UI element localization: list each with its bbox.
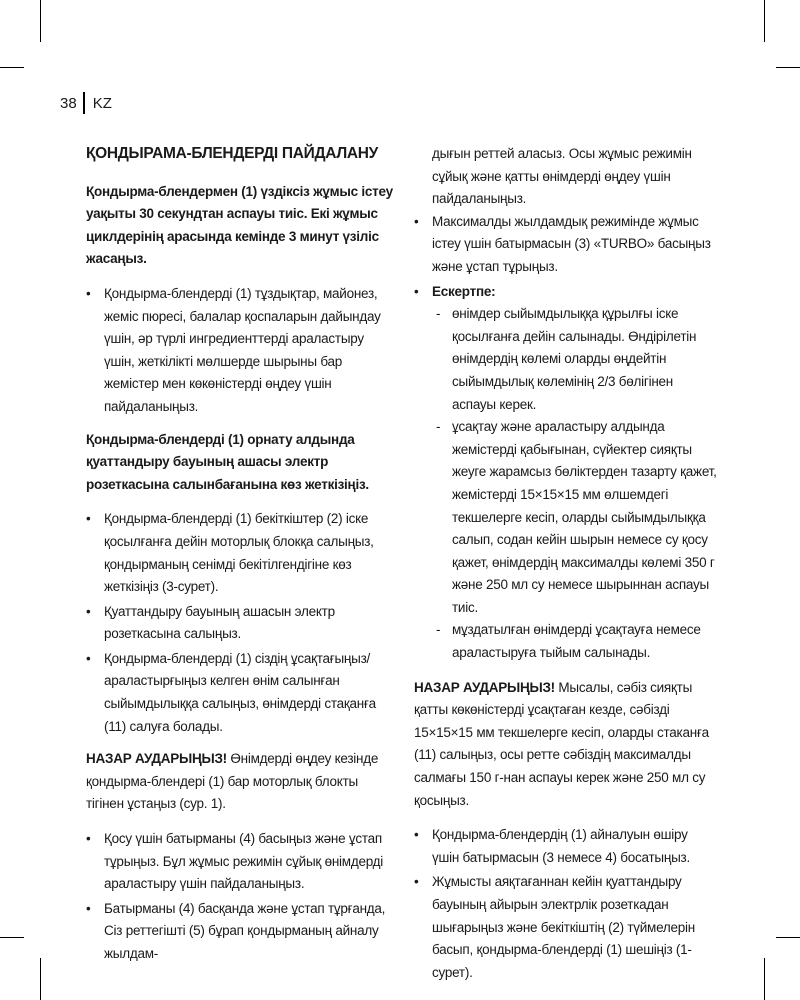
usage-list	[86, 283, 396, 419]
plug-warning: Қондырма-блендерді (1) орнату алдында қуаттандыру бауының ашасы электр розеткасына салынбағанына көз жеткізіңіз.	[86, 431, 369, 492]
operating-time-warning: Қондырма-блендермен (1) үздіксіз жұмыс істеу уақыты 30 секундтан аспауы тиіс. Екі жұмыс циклдерінің арасында кемінде 3 минут үзіліс жасаңыз.	[86, 183, 393, 267]
dash-item: - өнімдер сыйымдылыққа құрылғы іске қосылғанға дейін салынады. Өндірілетін өнімдердің көлемі оларды өңдейтін сыйымдылық көлемінің 2/3 бөлігінен аспауы керек.	[432, 303, 718, 416]
assembly-steps-list	[86, 508, 396, 738]
right-column	[414, 143, 718, 994]
crop-mark-bottom-right	[764, 958, 765, 1000]
list-item: • Жұмысты аяқтағаннан кейін қуаттандыру бауының айырын электрлік розеткадан шығарыңыз және бекіткіштің (2) түймелерін басып, қондырма-блендерді (1) шешіңіз (1-сурет).	[414, 871, 718, 984]
crop-mark-top-right	[764, 0, 765, 42]
attention-text: Мысалы, сәбіз сияқты қатты көкөністерді ұсақтаған кезде, сәбізді 15×15×15 мм текшелерге кесіп, оларды стаканға (11) салыңыз, осы ретте сәбіздің максималды салмағы 150 г-нан аспауы керек және 250 мл су қосыңыз.	[414, 679, 709, 808]
crop-mark-right-lower	[776, 937, 800, 938]
attention-text: Өнімдерді өңдеу кезінде қондырма-блендері (1) бар моторлық блокты тігінен ұстаңыз (сур. 1).	[86, 751, 379, 812]
list-item: • Қондырма-блендерді (1) сіздің ұсақтағыңыз/араластырғыңыз келген өнім салынған сыйымдылыққа салыңыз, өнімдерді стақанға (11) салуға болады.	[86, 648, 396, 738]
section-title: ҚОНДЫРАМА-БЛЕНДЕРДІ ПАЙДАЛАНУ	[86, 145, 379, 162]
list-item: • Максималды жылдамдық режимінде жұмыс істеу үшін батырмасын (3) «TURBO» басыңыз және ұстап тұрыңыз.	[414, 211, 718, 279]
crop-mark-left-upper	[0, 67, 24, 68]
page-header	[60, 92, 112, 114]
dash-item: - ұсақтау және араластыру алдында жемістерді қабығынан, сүйектер сияқты жеуге жарамсыз бөліктерден тазарту қажет, жемістерді 15×15×15 мм өлшемдегі текшелерге кесіп, оларды сыйымдылыққа салып, содан кейін шырын немесе су қосу қажет, өнімдердің максималды көлемі 350 г және 250 мл су немесе шырыннан аспауы тиіс.	[432, 416, 718, 619]
continued-text: дығын реттей аласыз. Осы жұмыс режимін сұйық және қатты өнімдерді өңдеу үшін пайдаланыңыз.	[432, 146, 692, 207]
dash-item: - мұздатылған өнімдерді ұсақтауға немесе араластыруға тыйым салынады.	[432, 619, 718, 664]
note-item	[414, 281, 718, 665]
finish-steps-list	[414, 824, 718, 984]
crop-mark-left-lower	[0, 937, 24, 938]
turbo-list	[414, 211, 718, 665]
header-divider	[83, 92, 85, 114]
note-label: Ескертпе:	[432, 283, 496, 299]
language-code: KZ	[92, 94, 112, 112]
list-item: • Қондырма-блендерді (1) тұздықтар, майонез, жеміс пюресі, балалар қоспаларын дайындау үшін, әр түрлі ингредиенттерді араластыру үшін, жеткілікті мөлшерде шырыны бар жемістер мен көкөністерді өңдеу үшін пайдаланыңыз.	[86, 283, 396, 419]
list-item: • Батырманы (4) басқанда және ұстап тұрғанда, Сіз реттегішті (5) бұрап қондырманың айналу жылдам-	[86, 898, 396, 966]
list-item: • Қондырма-блендердің (1) айналуын өшіру үшін батырмасын (3 немесе 4) босатыңыз.	[414, 824, 718, 869]
operation-steps-list	[86, 828, 396, 966]
attention-label: НАЗАР АУДАРЫҢЫЗ!	[86, 751, 227, 767]
note-dash-list	[432, 303, 718, 665]
attention-label: НАЗАР АУДАРЫҢЫЗ!	[414, 679, 555, 695]
crop-mark-bottom-left	[40, 958, 41, 1000]
attention-paragraph-right	[414, 677, 718, 813]
list-item: • Қуаттандыру бауының ашасын электр розеткасына салыңыз.	[86, 601, 396, 646]
attention-paragraph	[86, 748, 396, 816]
crop-mark-right-upper	[776, 67, 800, 68]
list-item: • Қосу үшін батырманы (4) басыңыз және ұстап тұрыңыз. Бұл жұмыс режимін сұйық өнімдерді араластыру үшін пайдаланыңыз.	[86, 828, 396, 896]
crop-mark-top-left	[40, 0, 41, 42]
page-number: 38	[60, 94, 77, 112]
left-column	[86, 143, 396, 976]
list-item: • Қондырма-блендерді (1) бекіткіштер (2) іске қосылғанға дейін моторлық блокқа салыңыз, қондырманың сенімді бекітілгендігіне көз жеткізіңіз (3-сурет).	[86, 508, 396, 598]
